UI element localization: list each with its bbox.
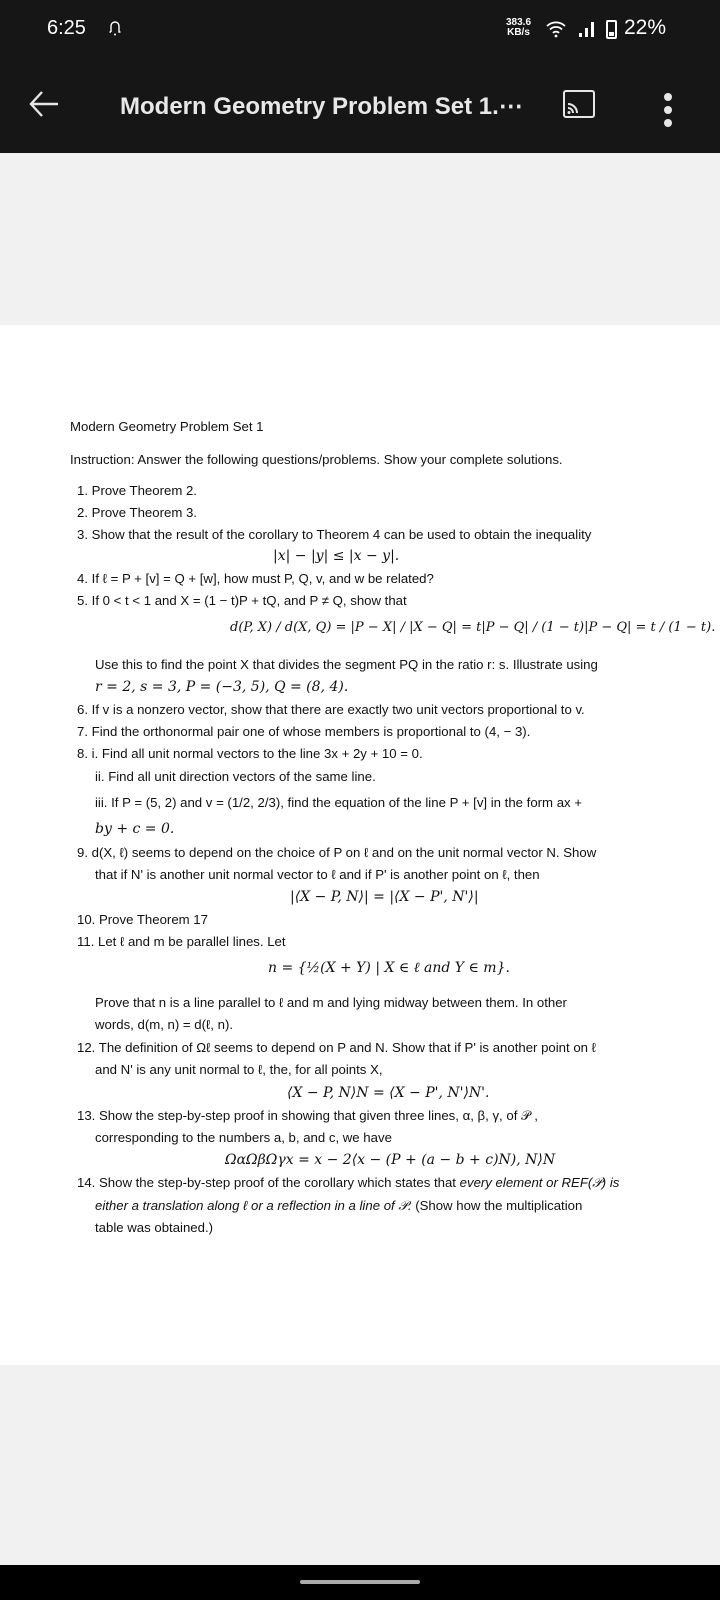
list-text: corresponding to the numbers a, b, and c, we have [95,1130,392,1145]
doc-heading: Modern Geometry Problem Set 1 [70,419,264,434]
battery-percent: 22% [624,16,667,39]
list-text [95,1198,582,1214]
list-item: 2. Prove Theorem 3. [77,505,197,520]
list-item: 1. Prove Theorem 2. [77,483,197,498]
list-text: table was obtained.) [95,1220,214,1235]
math-formula: d(P, X) / d(X, Q) = |P − X| / |X − Q| = t|P − Q| / (1 − t)|P − Q| = t / (1 − t). [230,620,716,635]
list-item: 3. Show that the result of the corollary to Theorem 4 can be used to obtain the inequality [77,527,592,542]
list-text: iii. If P = (5, 2) and v = (1/2, 2/3), find the equation of the line P + [v] in the form ax + [95,795,582,810]
status-time: 6:25 [47,17,86,39]
list-item: 7. Find the orthonormal pair one of whose members is proportional to (4, − 3). [77,724,531,739]
list-text: Prove that n is a line parallel to ℓ and m and lying midway between them. In other [95,995,567,1010]
back-arrow-icon[interactable] [28,90,60,118]
item-text: 14. Show the step-by-step proof of the corollary which states that [77,1175,460,1190]
math-formula: r = 2, s = 3, P = (−3, 5), Q = (8, 4). [95,679,349,695]
speed-value: 383.6 [506,17,532,28]
document-title: Modern Geometry Problem Set 1.⋯ [120,93,523,120]
more-options-icon[interactable] [664,93,672,132]
signal-icon [578,21,596,37]
speed-unit: KB/s [507,27,530,38]
math-formula: n = {½(X + Y) | X ∈ ℓ and Y ∈ m}. [268,960,510,976]
item-italic-text: either a translation along ℓ or a reflection in a line of 𝒫. [95,1198,412,1213]
list-item: 9. d(X, ℓ) seems to depend on the choice of P on ℓ and on the unit normal vector N. Show [77,845,597,860]
list-item: 6. If v is a nonzero vector, show that there are exactly two unit vectors proportional to v. [77,702,585,717]
wifi-icon [546,20,566,38]
cast-button[interactable] [563,90,595,118]
math-formula: by + c = 0. [95,821,175,837]
list-item: 4. If ℓ = P + [v] = Q + [w], how must P, Q, v, and w be related? [77,571,434,586]
list-text: Use this to find the point X that divides the segment PQ in the ratio r: s. Illustrate using [95,657,598,672]
cast-icon [565,92,593,116]
list-text: and N' is any unit normal to ℓ, the, for all points X, [95,1062,383,1077]
status-bar [0,0,720,62]
math-formula: |x| − |y| ≤ |x − y|. [273,548,400,564]
list-item: 11. Let ℓ and m be parallel lines. Let [77,934,286,949]
math-formula: ΩαΩβΩγx = x − 2⟨x − (P + (a − b + c)N), N⟩N [225,1152,556,1168]
list-text: ii. Find all unit direction vectors of the same line. [95,769,376,784]
list-item: 5. If 0 < t < 1 and X = (1 − t)P + tQ, and P ≠ Q, show that [77,593,407,608]
home-indicator[interactable] [300,1580,420,1584]
list-item: 13. Show the step-by-step proof in showing that given three lines, α, β, γ, of 𝒫 , [77,1108,538,1123]
list-item: 10. Prove Theorem 17 [77,912,208,927]
document-page [0,325,720,1365]
math-formula: ⟨X − P, N⟩N = ⟨X − P', N'⟩N'. [287,1085,490,1101]
network-speed [506,18,531,38]
doc-instruction: Instruction: Answer the following questions/problems. Show your complete solutions. [70,452,563,467]
list-item: 12. The definition of Ωℓ seems to depend on P and N. Show that if P' is another point on ℓ [77,1040,596,1055]
math-formula: |⟨X − P, N⟩| = |⟨X − P', N'⟩| [290,889,479,905]
app-bar [0,62,720,153]
list-text: that if N' is another unit normal vector to ℓ and if P' is another point on ℓ, then [95,867,540,882]
notification-bell-icon [108,20,122,36]
item-text: (Show how the multiplication [411,1198,583,1213]
navigation-bar [0,1565,720,1600]
list-item: 8. i. Find all unit normal vectors to the line 3x + 2y + 10 = 0. [77,746,423,761]
item-italic-text: every element or REF(𝒫) is [459,1175,620,1190]
list-item [77,1175,619,1191]
battery-icon [606,20,617,39]
list-text: words, d(m, n) = d(ℓ, n). [95,1017,234,1032]
